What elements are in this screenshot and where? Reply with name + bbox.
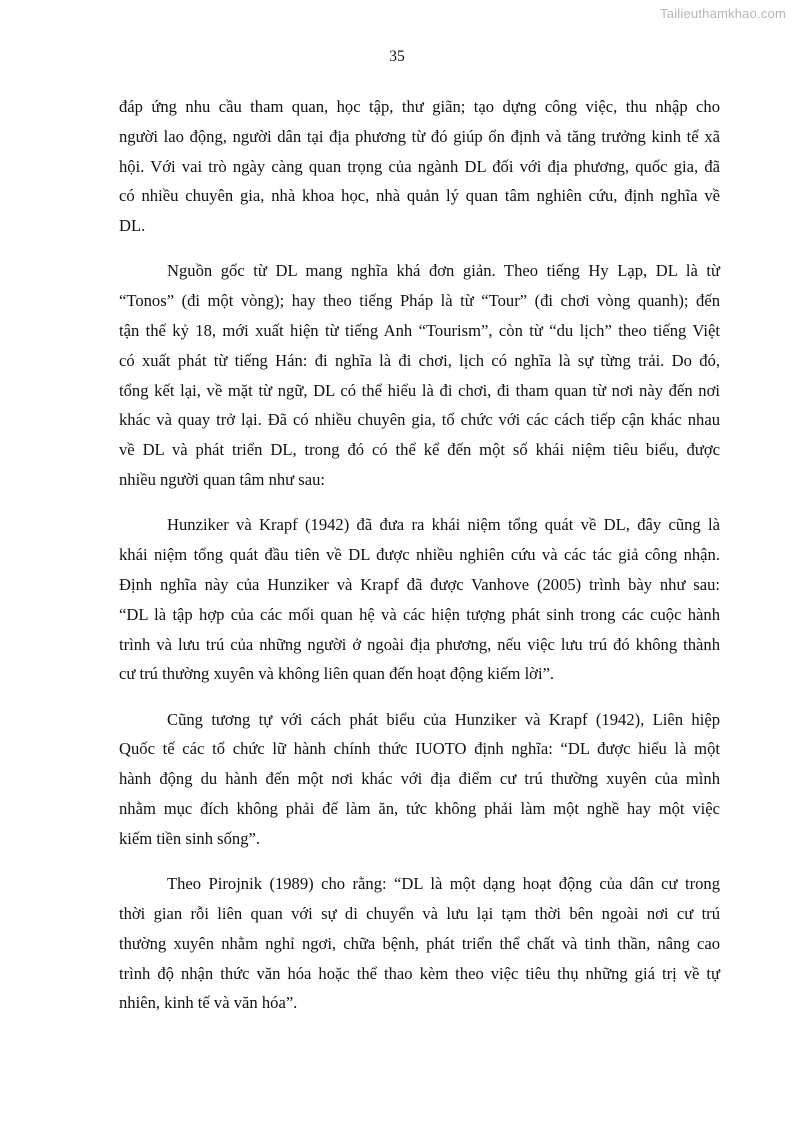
text-line: có xuất phát từ tiếng Hán: đi nghĩa là đi chơi, lịch có nghĩa là sự từng trải. Do đó, [119,350,720,370]
text-line: khái niệm tổng quát đầu tiên về DL được nhiều nghiên cứu và các tác giả công nhận. [119,545,720,565]
text-line: “DL là tập hợp của các mối quan hệ và các hiện tượng phát sinh trong các cuộc hành [119,604,720,624]
text-line: Nguồn gốc từ DL mang nghĩa khá đơn giản. Theo tiếng Hy Lạp, DL là từ [167,261,720,281]
text-line: trình và lưu trú của những người ở ngoài địa phương, nếu việc lưu trú đó không thành [119,634,720,654]
text-line: hành động du hành đến một nơi khác với địa điểm cư trú thường xuyên của mình [119,769,720,789]
text-line: tận thế kỷ 18, mới xuất hiện từ tiếng Anh “Tourism”, còn từ “du lịch” theo tiếng Việt [119,321,720,341]
text-line: thời gian rỗi liên quan với sự di chuyển và lưu lại tạm thời bên ngoài nơi cư trú [119,903,720,923]
paragraph [119,869,720,1018]
text-line: trình độ nhận thức văn hóa hoặc thể thao kèm theo việc tiêu thụ những giá trị về tự [119,963,720,983]
text-line: Hunziker và Krapf (1942) đã đưa ra khái niệm tổng quát về DL, đây cũng là [167,515,720,535]
text-line: nhiên, kinh tế và văn hóa”. [119,993,298,1013]
text-line: đáp ứng nhu cầu tham quan, học tập, thư giãn; tạo dựng công việc, thu nhập cho [119,97,720,116]
page-number: 35 [389,48,405,65]
text-line: có nhiều chuyên gia, nhà khoa học, nhà quản lý quan tâm nghiên cứu, định nghĩa về [119,186,720,206]
text-line: kiếm tiền sinh sống”. [119,828,261,848]
text-line: nhằm mục đích không phải để làm ăn, tức không phải làm một nghề hay một việc [119,799,720,819]
text-line: Định nghĩa này của Hunziker và Krapf đã được Vanhove (2005) trình bày như sau: [119,574,720,594]
text-line: về DL và phát triển DL, trong đó có thể kể đến một số khái niệm tiêu biểu, được [119,440,720,460]
text-line: Cũng tương tự với cách phát biểu của Hunziker và Krapf (1942), Liên hiệp [167,709,720,729]
text-line: Theo Pirojnik (1989) cho rằng: “DL là một dạng hoạt động của dân cư trong [167,874,720,894]
text-line: Quốc tế các tổ chức lữ hành chính thức IUOTO định nghĩa: “DL được hiểu là một [119,739,720,759]
document-body [119,92,720,1034]
paragraph [119,256,720,494]
watermark: Tailieuthamkhao.com [660,6,786,21]
text-line: cư trú thường xuyên và không liên quan đến hoạt động kiếm lời”. [119,664,555,684]
paragraph [119,705,720,854]
text-line: khác và quay trở lại. Đã có nhiều chuyên gia, tổ chức với các cách tiếp cận khác nhau [119,410,720,430]
text-line: DL. [119,216,146,236]
text-line: nhiều người quan tâm như sau: [119,470,326,490]
text-line: hội. Với vai trò ngày càng quan trọng của ngành DL đối với địa phương, quốc gia, đã [119,156,720,176]
text-line: tổng kết lại, về mặt từ ngữ, DL có thể hiểu là đi chơi, đi tham quan từ nơi này đến nơi [119,380,720,400]
text-line: “Tonos” (đi một vòng); hay theo tiếng Pháp là từ “Tour” (đi chơi vòng quanh); đến [119,291,720,311]
text-line: người lao động, người dân tại địa phương từ đó giúp ổn định và tăng trưởng kinh tế xã [119,126,720,146]
paragraph [119,510,720,689]
text-line: thường xuyên nhằm nghỉ ngơi, chữa bệnh, phát triển thể chất và tinh thần, nâng cao [119,933,720,953]
paragraph [119,92,720,241]
